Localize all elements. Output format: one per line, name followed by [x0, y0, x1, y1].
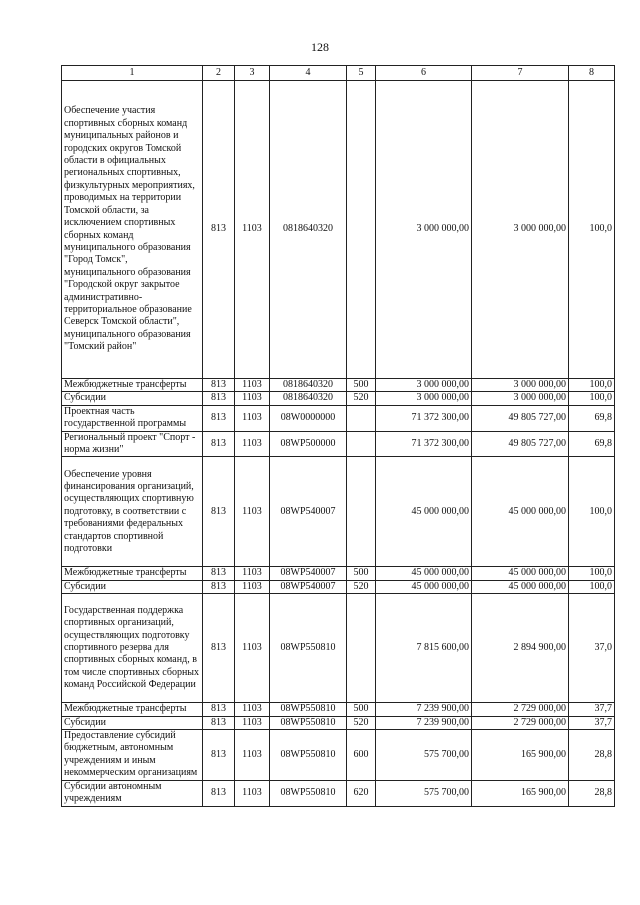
row-name-cell: Региональный проект "Спорт - норма жизни" [62, 431, 203, 457]
executed-amount-cell: 45 000 000,00 [472, 580, 569, 593]
target-article-cell: 08WP540007 [270, 457, 347, 567]
page-number: 128 [311, 40, 329, 54]
target-article-cell: 08WP550810 [270, 594, 347, 703]
planned-amount-cell: 71 372 300,00 [376, 431, 472, 457]
ministry-code-cell: 813 [203, 780, 235, 806]
section-code-cell: 1103 [235, 580, 270, 593]
percent-cell: 37,0 [569, 594, 615, 703]
row-name-cell: Субсидии [62, 580, 203, 593]
ministry-code-cell: 813 [203, 392, 235, 405]
row-name-cell: Обеспечение участия спортивных сборных команд муниципальных районов и городских округов Томской области в официальных региональных спортивных, физкультурных мероприятиях, проводимых на территории Томской области, за исключением спортивных сборных команд муниципального образования "Город Томск", муниципального образования "Городской округ закрытое административно-территориальное образование Северск Томской области", муниципального образования "Томский район" [62, 81, 203, 379]
executed-amount-cell: 49 805 727,00 [472, 431, 569, 457]
executed-amount-cell: 3 000 000,00 [472, 379, 569, 392]
expense-type-cell: 500 [347, 567, 376, 580]
table-header-row [62, 66, 615, 81]
table-row [62, 567, 615, 580]
executed-amount-cell: 165 900,00 [472, 730, 569, 781]
table-row [62, 81, 615, 379]
table-row [62, 392, 615, 405]
table-row [62, 716, 615, 729]
row-name-cell: Проектная часть государственной программы [62, 405, 203, 431]
table-row [62, 703, 615, 716]
executed-amount-cell: 2 729 000,00 [472, 703, 569, 716]
row-name-cell: Обеспечение уровня финансирования организаций, осуществляющих спортивную подготовку, в соответствии с требованиями федеральных стандартов спортивной подготовки [62, 457, 203, 567]
percent-cell: 28,8 [569, 730, 615, 781]
planned-amount-cell: 7 815 600,00 [376, 594, 472, 703]
section-code-cell: 1103 [235, 594, 270, 703]
row-name-cell: Межбюджетные трансферты [62, 703, 203, 716]
planned-amount-cell: 3 000 000,00 [376, 81, 472, 379]
expense-type-cell: 520 [347, 392, 376, 405]
executed-amount-cell: 49 805 727,00 [472, 405, 569, 431]
expense-type-cell [347, 431, 376, 457]
section-code-cell: 1103 [235, 716, 270, 729]
expense-type-cell [347, 457, 376, 567]
ministry-code-cell: 813 [203, 81, 235, 379]
expense-type-cell [347, 594, 376, 703]
header-cell: 6 [376, 66, 472, 81]
executed-amount-cell: 2 729 000,00 [472, 716, 569, 729]
header-cell: 7 [472, 66, 569, 81]
percent-cell: 37,7 [569, 703, 615, 716]
table-row [62, 379, 615, 392]
table-row [62, 457, 615, 567]
expense-type-cell: 520 [347, 580, 376, 593]
ministry-code-cell: 813 [203, 379, 235, 392]
planned-amount-cell: 45 000 000,00 [376, 567, 472, 580]
percent-cell: 100,0 [569, 379, 615, 392]
header-cell: 5 [347, 66, 376, 81]
planned-amount-cell: 575 700,00 [376, 780, 472, 806]
executed-amount-cell: 3 000 000,00 [472, 81, 569, 379]
header-cell: 2 [203, 66, 235, 81]
row-name-cell: Субсидии [62, 392, 203, 405]
target-article-cell: 0818640320 [270, 392, 347, 405]
ministry-code-cell: 813 [203, 703, 235, 716]
table-row [62, 431, 615, 457]
section-code-cell: 1103 [235, 405, 270, 431]
ministry-code-cell: 813 [203, 405, 235, 431]
row-name-cell: Предоставление субсидий бюджетным, автономным учреждениям и иным некоммерческим организациям [62, 730, 203, 781]
percent-cell: 100,0 [569, 81, 615, 379]
percent-cell: 100,0 [569, 567, 615, 580]
ministry-code-cell: 813 [203, 431, 235, 457]
table-row [62, 405, 615, 431]
percent-cell: 100,0 [569, 580, 615, 593]
section-code-cell: 1103 [235, 780, 270, 806]
section-code-cell: 1103 [235, 379, 270, 392]
executed-amount-cell: 3 000 000,00 [472, 392, 569, 405]
expense-type-cell: 600 [347, 730, 376, 781]
section-code-cell: 1103 [235, 81, 270, 379]
ministry-code-cell: 813 [203, 716, 235, 729]
target-article-cell: 08WP550810 [270, 780, 347, 806]
planned-amount-cell: 71 372 300,00 [376, 405, 472, 431]
planned-amount-cell: 7 239 900,00 [376, 716, 472, 729]
expense-type-cell: 520 [347, 716, 376, 729]
header-cell: 4 [270, 66, 347, 81]
row-name-cell: Субсидии [62, 716, 203, 729]
row-name-cell: Межбюджетные трансферты [62, 379, 203, 392]
section-code-cell: 1103 [235, 567, 270, 580]
header-cell: 1 [62, 66, 203, 81]
target-article-cell: 08W0000000 [270, 405, 347, 431]
planned-amount-cell: 3 000 000,00 [376, 379, 472, 392]
planned-amount-cell: 7 239 900,00 [376, 703, 472, 716]
planned-amount-cell: 45 000 000,00 [376, 580, 472, 593]
executed-amount-cell: 45 000 000,00 [472, 457, 569, 567]
percent-cell: 37,7 [569, 716, 615, 729]
target-article-cell: 08WP540007 [270, 580, 347, 593]
planned-amount-cell: 3 000 000,00 [376, 392, 472, 405]
executed-amount-cell: 2 894 900,00 [472, 594, 569, 703]
ministry-code-cell: 813 [203, 457, 235, 567]
percent-cell: 100,0 [569, 457, 615, 567]
table-row [62, 780, 615, 806]
target-article-cell: 08WP550810 [270, 730, 347, 781]
expense-type-cell [347, 405, 376, 431]
expense-type-cell: 500 [347, 379, 376, 392]
table-row [62, 580, 615, 593]
executed-amount-cell: 45 000 000,00 [472, 567, 569, 580]
target-article-cell: 08WP550810 [270, 703, 347, 716]
row-name-cell: Межбюджетные трансферты [62, 567, 203, 580]
expense-type-cell: 500 [347, 703, 376, 716]
target-article-cell: 08WP550810 [270, 716, 347, 729]
planned-amount-cell: 45 000 000,00 [376, 457, 472, 567]
table-row [62, 594, 615, 703]
percent-cell: 100,0 [569, 392, 615, 405]
section-code-cell: 1103 [235, 730, 270, 781]
header-cell: 8 [569, 66, 615, 81]
expense-type-cell [347, 81, 376, 379]
section-code-cell: 1103 [235, 431, 270, 457]
target-article-cell: 08WP500000 [270, 431, 347, 457]
section-code-cell: 1103 [235, 457, 270, 567]
section-code-cell: 1103 [235, 703, 270, 716]
section-code-cell: 1103 [235, 392, 270, 405]
header-cell: 3 [235, 66, 270, 81]
table-row [62, 730, 615, 781]
row-name-cell: Государственная поддержка спортивных организаций, осуществляющих подготовку спортивного резерва для спортивных сборных команд, в том числе спортивных сборных команд Российской Федерации [62, 594, 203, 703]
percent-cell: 69,8 [569, 431, 615, 457]
row-name-cell: Субсидии автономным учреждениям [62, 780, 203, 806]
ministry-code-cell: 813 [203, 567, 235, 580]
ministry-code-cell: 813 [203, 580, 235, 593]
budget-table [61, 65, 615, 807]
target-article-cell: 08WP540007 [270, 567, 347, 580]
ministry-code-cell: 813 [203, 730, 235, 781]
planned-amount-cell: 575 700,00 [376, 730, 472, 781]
target-article-cell: 0818640320 [270, 81, 347, 379]
percent-cell: 28,8 [569, 780, 615, 806]
ministry-code-cell: 813 [203, 594, 235, 703]
target-article-cell: 0818640320 [270, 379, 347, 392]
percent-cell: 69,8 [569, 405, 615, 431]
expense-type-cell: 620 [347, 780, 376, 806]
executed-amount-cell: 165 900,00 [472, 780, 569, 806]
